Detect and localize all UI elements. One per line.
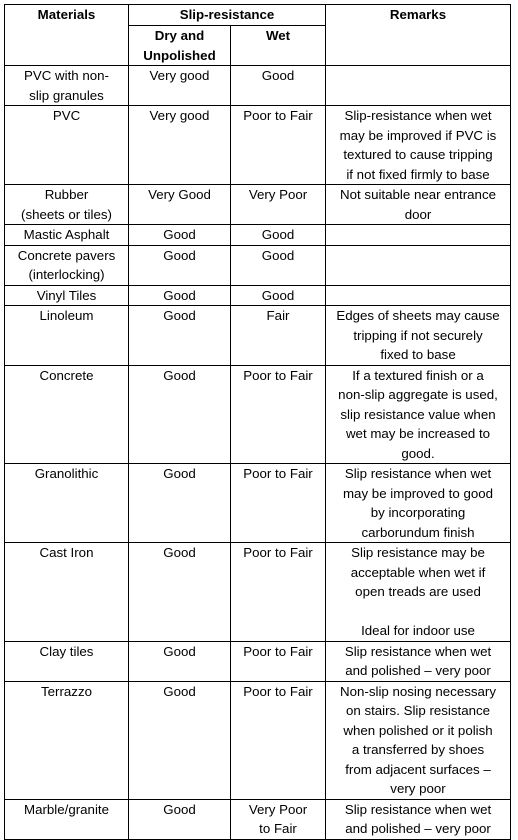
wet-cell: Fair (231, 306, 326, 366)
material-cell: Linoleum (5, 306, 129, 366)
header-wet: Wet (231, 26, 326, 66)
dry-cell: Good (129, 306, 231, 366)
wet-cell: Good (231, 245, 326, 285)
material-cell: PVC (5, 106, 129, 185)
material-cell: Vinyl Tiles (5, 285, 129, 306)
slip-resistance-table (4, 4, 511, 840)
header-dry-unpolished: Dry and Unpolished (129, 26, 231, 66)
wet-cell: Poor to Fair (231, 365, 326, 464)
remarks-cell: Slip resistance when wet and polished – very poor (326, 641, 511, 681)
wet-cell: Very Poor to Fair (231, 799, 326, 839)
dry-cell: Good (129, 464, 231, 543)
material-cell: Granolithic (5, 464, 129, 543)
dry-cell: Very Good (129, 185, 231, 225)
material-cell: Concrete (5, 365, 129, 464)
wet-cell: Poor to Fair (231, 681, 326, 799)
dry-cell: Good (129, 225, 231, 246)
table-row (5, 106, 511, 185)
table-row (5, 464, 511, 543)
wet-cell: Poor to Fair (231, 106, 326, 185)
dry-cell: Good (129, 543, 231, 642)
table-row (5, 285, 511, 306)
dry-cell: Very good (129, 106, 231, 185)
remarks-cell: Not suitable near entrance door (326, 185, 511, 225)
table-row (5, 543, 511, 642)
table-row (5, 185, 511, 225)
remarks-cell: Slip resistance when wet and polished – very poor (326, 799, 511, 839)
dry-cell: Good (129, 365, 231, 464)
remarks-cell (326, 225, 511, 246)
material-cell: Terrazzo (5, 681, 129, 799)
wet-cell: Poor to Fair (231, 543, 326, 642)
header-row-top (5, 5, 511, 26)
dry-cell: Good (129, 641, 231, 681)
dry-cell: Good (129, 681, 231, 799)
table-header (5, 5, 511, 66)
table-row (5, 225, 511, 246)
table-row (5, 799, 511, 839)
remarks-cell (326, 285, 511, 306)
wet-cell: Good (231, 285, 326, 306)
material-cell: Marble/granite (5, 799, 129, 839)
remarks-cell: If a textured finish or a non-slip aggregate is used, slip resistance value when wet may be increased to good. (326, 365, 511, 464)
table-row (5, 245, 511, 285)
table-row (5, 365, 511, 464)
remarks-cell: Slip resistance may be acceptable when wet if open treads are used Ideal for indoor use (326, 543, 511, 642)
dry-cell: Good (129, 799, 231, 839)
header-slip-resistance: Slip-resistance (129, 5, 326, 26)
wet-cell: Poor to Fair (231, 464, 326, 543)
remarks-cell: Non-slip nosing necessary on stairs. Slip resistance when polished or it polish a transferred by shoes from adjacent surfaces – very poor (326, 681, 511, 799)
wet-cell: Good (231, 225, 326, 246)
table-row (5, 306, 511, 366)
material-cell: Mastic Asphalt (5, 225, 129, 246)
wet-cell: Poor to Fair (231, 641, 326, 681)
material-cell: Clay tiles (5, 641, 129, 681)
table-row (5, 66, 511, 106)
dry-cell: Very good (129, 66, 231, 106)
material-cell: Rubber (sheets or tiles) (5, 185, 129, 225)
table-row (5, 681, 511, 799)
remarks-cell (326, 66, 511, 106)
material-cell: PVC with non- slip granules (5, 66, 129, 106)
header-remarks: Remarks (326, 5, 511, 66)
material-cell: Concrete pavers (interlocking) (5, 245, 129, 285)
table-row (5, 641, 511, 681)
dry-cell: Good (129, 245, 231, 285)
remarks-cell (326, 245, 511, 285)
material-cell: Cast Iron (5, 543, 129, 642)
wet-cell: Good (231, 66, 326, 106)
wet-cell: Very Poor (231, 185, 326, 225)
remarks-cell: Slip resistance when wet may be improved to good by incorporating carborundum finish (326, 464, 511, 543)
remarks-cell: Edges of sheets may cause tripping if not securely fixed to base (326, 306, 511, 366)
remarks-cell: Slip-resistance when wet may be improved if PVC is textured to cause tripping if not fixed firmly to base (326, 106, 511, 185)
table-body (5, 66, 511, 840)
header-materials: Materials (5, 5, 129, 66)
dry-cell: Good (129, 285, 231, 306)
